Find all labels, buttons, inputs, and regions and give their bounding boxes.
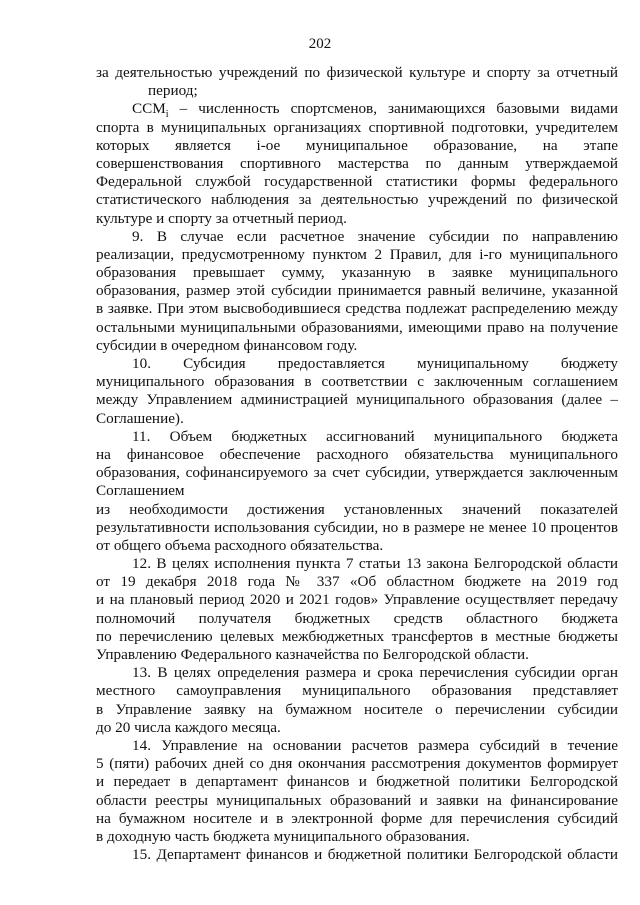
text-line: местного самоуправления муниципального образования представляет [96,682,618,700]
text-line: муниципального образования в соответствии с заключенным соглашением [96,373,618,391]
document-body [96,64,618,864]
text-line: субсидии в очередном финансовом году. [96,336,358,354]
text-line: 15. Департамент финансов и бюджетной политики Белгородской области [132,846,618,864]
text-line: на финансовое обеспечение расходного обязательства муниципального [96,445,618,463]
text-line: культуре и спорту за отчетный период. [96,209,347,227]
text-line: и передает в департамент финансов и бюджетной политики Белгородской [96,773,618,791]
text-line: совершенствования спортивного мастерства по данным утверждаемой [96,154,618,172]
text-line: от 19 декабря 2018 года № 337 «Об областном бюджете на 2019 год [96,573,618,591]
text-line: из необходимости достижения установленных значений показателей [96,500,618,518]
text-line: статистического наблюдения за деятельностью учреждений по физической [96,191,618,209]
text-line: образования, размер этой субсидии принимается равный величине, указанной [96,282,618,300]
text-line: 9. В случае если расчетное значение субсидии по направлению [132,227,618,245]
text-line: в доходную часть бюджета муниципального образования. [96,827,470,845]
text-line: Управлению Федерального казначейства по Белгородской области. [96,646,529,663]
text-line: 12. В целях исполнения пункта 7 статьи 13 закона Белгородской области [132,555,618,573]
text-line: Федеральной службой государственной статистики формы федерального [96,173,618,191]
text-line: 5 (пяти) рабочих дней со дня окончания рассмотрения документов формирует [96,755,618,773]
text-line: Соглашением [96,482,185,500]
text-line: в заявке. При этом высвободившиеся средства подлежат распределению между [96,300,618,318]
text-line: от общего объема расходного обязательства. [96,536,384,554]
text-line: 11. Объем бюджетных ассигнований муниципального бюджета [132,427,618,445]
text-line: до 20 числа каждого месяца. [96,718,281,736]
text-line: 14. Управление на основании расчетов размера субсидий в течение [132,736,618,754]
text-line: и на плановый период 2020 и 2021 годов» Управление осуществляет передачу [96,591,618,609]
text-line: области реестры муниципальных образований и заявки на финансирование [96,791,618,809]
text-line: образования, софинансируемого за счет субсидии, утверждается заключенным [96,464,618,482]
text-line: остальными муниципальными образованиями, имеющими право на получение [96,318,618,336]
text-line: спорта в муниципальных организациях спортивной подготовки, учредителем [96,118,618,136]
text-line: 10. Субсидия предоставляется муниципальному бюджету [132,355,618,372]
text-line: за деятельностью учреждений по физической культуре и спорту за отчетный [96,64,618,81]
text-line: Соглашение). [96,409,184,427]
text-line: полномочий получателя бюджетных средств областного бюджета [96,609,618,627]
text-line: которых является i-ое муниципальное образование, на этапе [96,136,618,154]
text-line: $ССМ_i$ – численность спортсменов, занимающихся базовыми видами [132,100,618,119]
text-line: результативности использования субсидии, но в размере не менее 10 процентов [96,518,618,536]
text-line: между Управлением администрацией муниципального образования (далее – [96,391,618,409]
text-line: по перечислению целевых межбюджетных трансфертов в местные бюджеты [96,627,618,645]
text-line: на бумажном носителе и в электронной форме для перечисления субсидий [96,809,618,827]
text-line: реализации, предусмотренному пунктом 2 Правил, для i-го муниципального [96,245,618,263]
text-line: 13. В целях определения размера и срока перечисления субсидии орган [132,664,618,682]
text-line: образования превышает сумму, указанную в заявке муниципального [96,264,618,282]
page-number: 202 [308,36,332,52]
text-line: период; [148,82,198,100]
text-line: в Управление заявку на бумажном носителе о перечислении субсидии [96,700,618,718]
